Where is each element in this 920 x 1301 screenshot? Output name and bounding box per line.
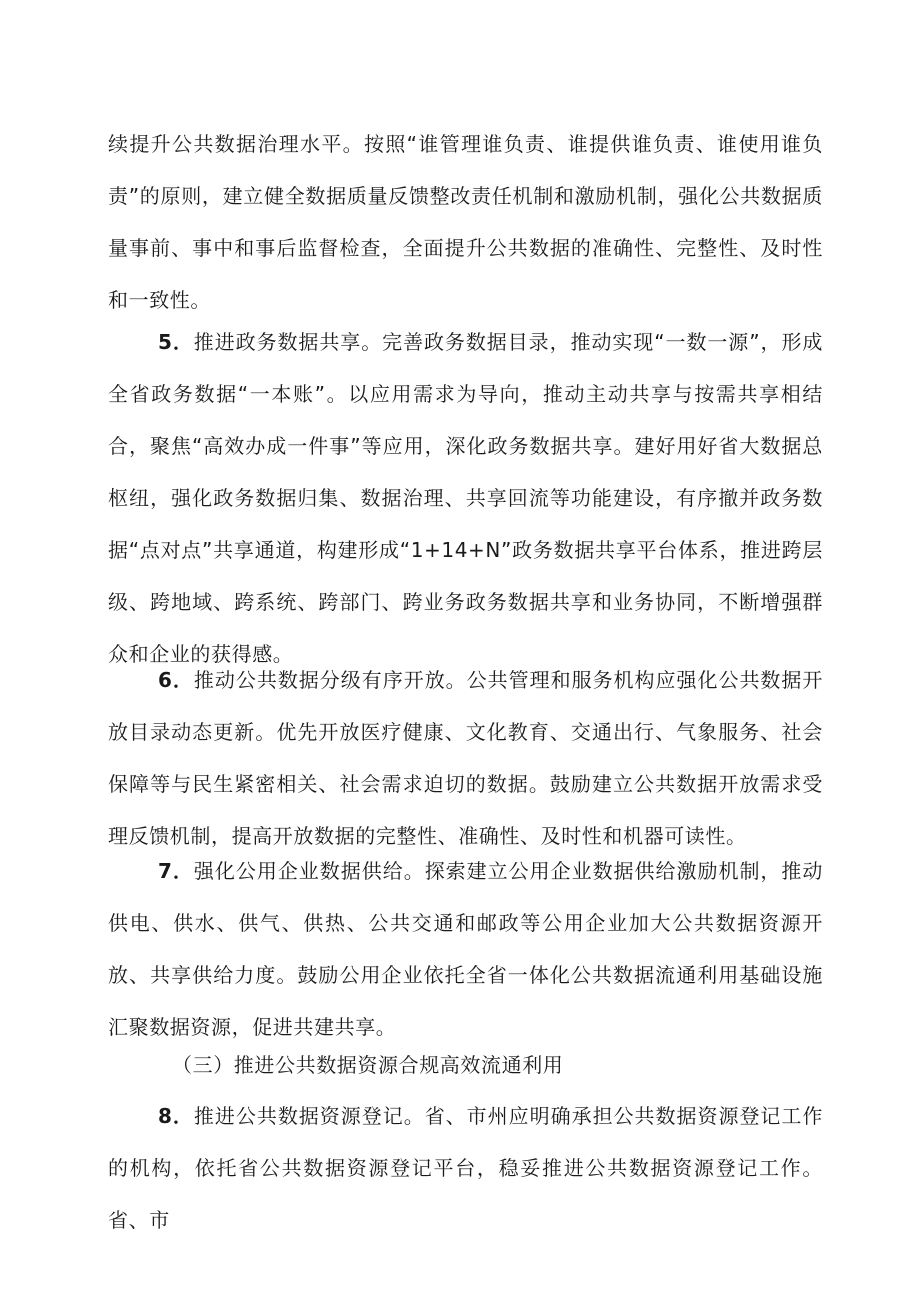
paragraph-item-6	[108, 654, 823, 862]
paragraph-item-5	[108, 316, 823, 680]
paragraph-item-7	[108, 845, 823, 1053]
paragraph-text: 推进公共数据资源登记。省、市州应明确承担公共数据资源登记工作的机构，依托省公共数据资源登记平台，稳妥推进公共数据资源登记工作。省、市	[108, 1104, 823, 1232]
paragraph-text: 推进政务数据共享。完善政务数据目录，推动实现“一数一源”，形成全省政务数据“一本账”。以应用需求为导向，推动主动共享与按需共享相结合，聚焦“高效办成一件事”等应用，深化政务数据共享。建好用好省大数据总枢纽，强化政务数据归集、数据治理、共享回流等功能建设，有序撤并政务数据“点对点”共享通道，构建形成“1+14+N”政务数据共享平台体系，推进跨层级、跨地域、跨系统、跨部门、跨业务政务数据共享和业务协同，不断增强群众和企业的获得感。	[108, 330, 823, 666]
section-heading	[172, 1039, 822, 1091]
paragraph-item-8	[108, 1090, 823, 1246]
paragraph-text: 强化公用企业数据供给。探索建立公用企业数据供给激励机制，推动供电、供水、供气、供热、公共交通和邮政等公用企业加大公共数据资源开放、共享供给力度。鼓励公用企业依托全省一体化公共数据流通利用基础设施汇聚数据资源，促进共建共享。	[108, 859, 823, 1039]
paragraph-continuation	[108, 118, 823, 326]
item-number: 7．	[158, 859, 194, 883]
paragraph-text: 推动公共数据分级有序开放。公共管理和服务机构应强化公共数据开放目录动态更新。优先开放医疗健康、文化教育、交通出行、气象服务、社会保障等与民生紧密相关、社会需求迫切的数据。鼓励建立公共数据开放需求受理反馈机制，提高开放数据的完整性、准确性、及时性和机器可读性。	[108, 668, 823, 848]
paragraph-text: 续提升公共数据治理水平。按照“谁管理谁负责、谁提供谁负责、谁使用谁负责”的原则，建立健全数据质量反馈整改责任机制和激励机制，强化公共数据质量事前、事中和事后监督检查，全面提升公共数据的准确性、完整性、及时性和一致性。	[108, 132, 823, 312]
item-number: 8．	[158, 1104, 194, 1128]
section-heading-text: （三）推进公共数据资源合规高效流通利用	[172, 1053, 564, 1077]
item-number: 5．	[158, 330, 194, 354]
item-number: 6．	[158, 668, 194, 692]
